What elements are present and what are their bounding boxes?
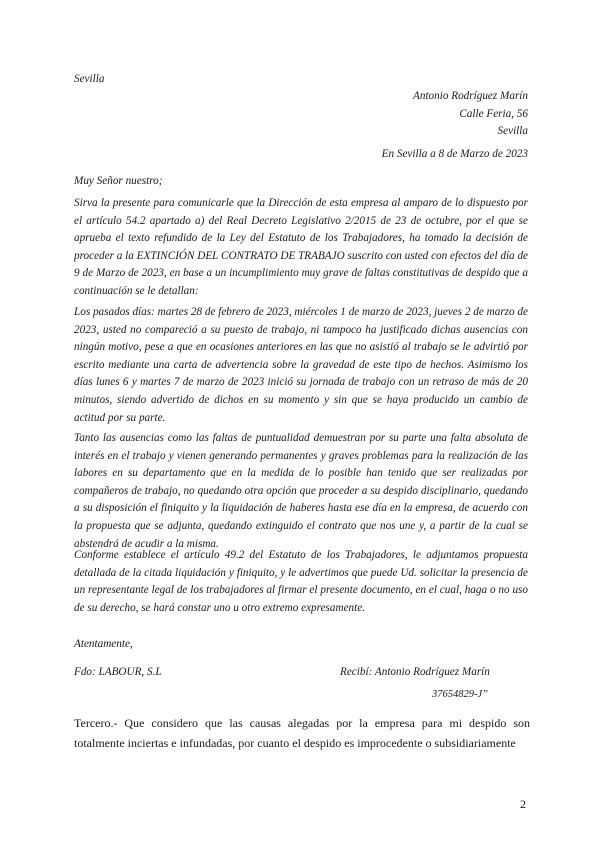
- recipient-city: Sevilla: [497, 125, 528, 138]
- recipient-name: Antonio Rodríguez Marín: [413, 90, 528, 102]
- salutation: Muy Señor nuestro;: [74, 175, 163, 187]
- recipient-id-number: 37654829-J”: [432, 689, 488, 700]
- tercero-paragraph: Tercero.- Que considero que las causas alegadas por la empresa para mi despido son totalmente inciertas e infundadas, por cuanto el despido es improcedente o subsidiariamente: [74, 716, 530, 750]
- paragraph-2: Los pasados días: martes 28 de febrero de 2023, miércoles 1 de marzo de 2023, jueves 2 de marzo de 2023, usted no compareció a su puesto de trabajo, ni tampoco ha justificado dichas ausencias con ningún motivo, pese a que en ocasiones anteriores en las que no asistió al trabajo se le advirtió por escrito mediante una carta de advertencia sobre la gravedad de este tipo de hechos. Asimismo los días lunes 6 y martes 7 de marzo de 2023 inició su jornada de trabajo con un retraso de más de 20 minutos, siendo advertido de dichos en su momento y sin que se haya producido un cambio de actitud por su parte.: [74, 306, 528, 424]
- closing: Atentamente,: [74, 638, 133, 650]
- sender-city: Sevilla: [74, 73, 105, 85]
- signature-company: Fdo: LABOUR, S.L: [74, 666, 162, 678]
- paragraph-4: Conforme establece el artículo 49.2 del Estatuto de los Trabajadores, le adjuntamos propuesta detallada de la citada liquidación y finiquito, y le advertimos que puede Ud. solicitar la presencia de un representante legal de los trabajadores al firmar el presente documento, en el cual, haga o no uso de su derecho, se hará constar uno u otro extremo expresamente.: [74, 549, 528, 614]
- paragraph-1: Sirva la presente para comunicarle que la Dirección de esta empresa al amparo de lo dispuesto por el artículo 54.2 apartado a) del Real Decreto Legislativo 2/2015 de 23 de octubre, por el que se aprueba el texto refundido de la Ley del Estatuto de los Trabajadores, ha tomado la decisión de proceder a la EXTINCIÓN DEL CONTRATO DE TRABAJO suscrito con usted con efectos del día de 9 de Marzo de 2023, en base a un incumplimiento muy grave de faltas constitutivas de despido que a continuación se le detallan:: [74, 197, 528, 297]
- page-number: 2: [520, 797, 526, 811]
- date-line: En Sevilla a 8 de Marzo de 2023: [381, 148, 528, 160]
- paragraph-3: Tanto las ausencias como las faltas de puntualidad demuestran por su parte una falta absoluta de interés en el trabajo y vienen generando permanentes y graves problemas para la realización de las labores en su departamento que en la medida de lo posible han tenido que ser realizadas por compañeros de trabajo, no quedando otra opción que proceder a su despido disciplinario, quedando a su disposición el finiquito y la liquidación de haberes hasta ese día en la empresa, de acuerdo con la propuesta que se adjunta, quedando extinguido el contrato que nos une y, a partir de la cual se abstendrá de acudir a la misma.: [74, 432, 528, 550]
- recipient-street: Calle Feria, 56: [459, 107, 528, 120]
- signature-recipient: Recibí: Antonio Rodríguez Marín: [340, 666, 490, 678]
- recipient-block: [228, 88, 528, 141]
